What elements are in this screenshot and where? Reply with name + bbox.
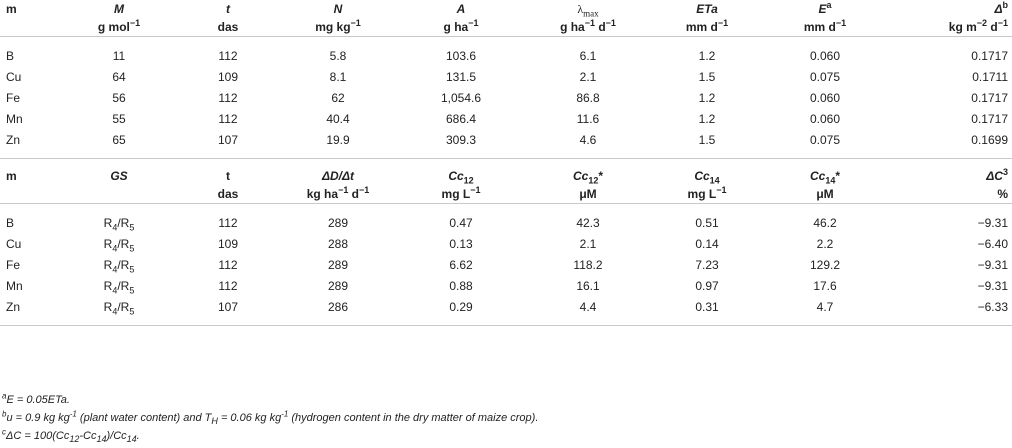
col-eta-header: ETa <box>696 2 718 16</box>
table-row: Zn 65 107 19.9 309.3 4.6 1.5 0.075 0.1699 <box>6 132 1008 147</box>
divider <box>0 326 1012 327</box>
col-cc12-header: $Cc_{12}$ <box>448 169 474 186</box>
col-cc14-header: $Cc_{14}$ <box>694 169 720 186</box>
col-e-header: $E^a$ <box>818 0 832 16</box>
unit-time: das <box>217 187 239 201</box>
col-m-header: m <box>6 169 17 183</box>
footnote-a: $^a$E = 0.05ETa. <box>2 391 70 406</box>
footnote-c: $^c\Delta C = 100(Cc_{12}-Cc_{14})/Cc_{14}$. <box>2 427 140 445</box>
col-time-header: t <box>226 2 230 16</box>
unit-cc12: mg $L^{-1}$ <box>441 185 481 201</box>
unit-rate: kg $ha^{-1}$ $d^{-1}$ <box>306 185 370 201</box>
table-row: B 11 112 5.8 103.6 6.1 1.2 0.060 0.1717 <box>6 48 1008 63</box>
unit-eta: mm $d^{-1}$ <box>685 18 729 34</box>
table-row: Mn 55 112 40.4 686.4 11.6 1.2 0.060 0.1717 <box>6 111 1008 126</box>
footnote-b: $^b$u = 0.9 kg $kg^{-1}$ (plant water content) and $T_H = 0.06$ kg $kg^{-1}$ (hydrogen content in the dry matter of maize crop). <box>2 409 539 427</box>
table-row: Fe $R_4/R_5$ 112 289 6.62 118.2 7.23 129.2 −9.31 <box>6 257 1008 274</box>
table-row: Zn $R_4/R_5$ 107 286 0.29 4.4 0.31 4.7 −6.33 <box>6 299 1008 316</box>
table2-header-names <box>0 167 1012 185</box>
col-time-header: t <box>226 169 230 183</box>
table1-header-units <box>0 18 1012 37</box>
col-rate-header: ΔD/Δt <box>321 169 355 183</box>
table-row: Cu 64 109 8.1 131.5 2.1 1.5 0.075 0.1711 <box>6 69 1008 84</box>
unit-time: das <box>217 20 239 34</box>
unit-e: mm $d^{-1}$ <box>803 18 847 34</box>
col-lambda-max-header: $\lambda_{max}$ <box>577 1 599 18</box>
unit-lambda-max: g $ha^{-1}$ $d^{-1}$ <box>560 18 616 34</box>
col-delta-c-header: $\Delta C^3$ <box>986 167 1008 183</box>
table-row: Fe 56 112 62 1,054.6 86.8 1.2 0.060 0.1717 <box>6 90 1008 105</box>
col-cc12-molar-header: $Cc_{12}*$ <box>572 169 604 186</box>
unit-delta-c: % <box>997 187 1008 201</box>
col-cc14-molar-header: $Cc_{14}*$ <box>809 169 841 186</box>
table1-header-names <box>0 0 1012 18</box>
col-molar-mass-header: M <box>114 2 124 16</box>
unit-cc12-molar: μM <box>579 187 597 201</box>
unit-cc14-molar: μM <box>816 187 834 201</box>
col-m-header: m <box>6 2 17 16</box>
col-accumulation-header: A <box>456 2 466 16</box>
unit-cc14: mg $L^{-1}$ <box>687 185 727 201</box>
unit-nutrient: mg $kg^{-1}$ <box>315 18 361 34</box>
col-growth-stage-header: GS <box>110 169 128 183</box>
col-nutrient-header: N <box>333 2 343 16</box>
table2-header-units <box>0 185 1012 204</box>
unit-accumulation: g $ha^{-1}$ <box>443 18 479 34</box>
table-row: Mn $R_4/R_5$ 112 289 0.88 16.1 0.97 17.6 −9.31 <box>6 278 1008 295</box>
table-row: B $R_4/R_5$ 112 289 0.47 42.3 0.51 46.2 −9.31 <box>6 215 1008 232</box>
unit-delta: kg $m^{-2}$ $d^{-1}$ <box>948 18 1008 34</box>
unit-molar-mass: g mol$^{-1}$ <box>97 18 141 34</box>
table-row: Cu $R_4/R_5$ 109 288 0.13 2.1 0.14 2.2 −6.40 <box>6 236 1008 253</box>
col-delta-header: $\Delta^b$ <box>994 0 1008 16</box>
